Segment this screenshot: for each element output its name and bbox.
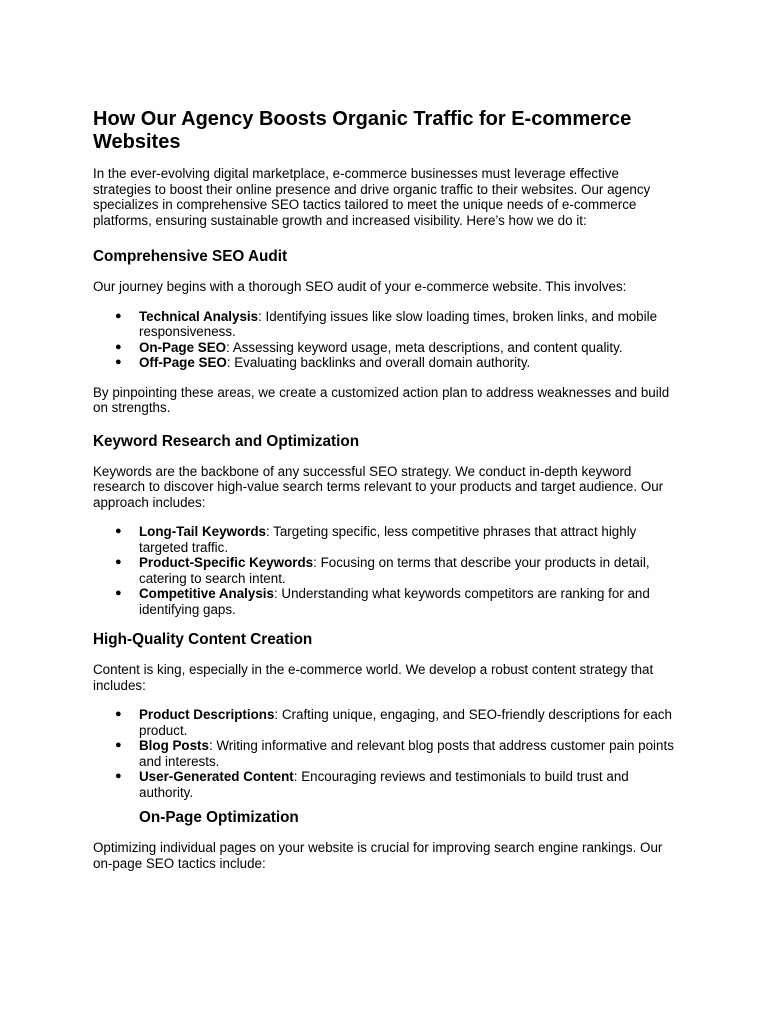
list-item <box>115 769 676 800</box>
bullet-icon: ● <box>115 708 122 720</box>
list-item <box>115 707 676 738</box>
section-heading-on-page-optimization: On-Page Optimization <box>139 809 299 826</box>
list-item-text: : Encouraging reviews and testimonials to build trust and authority. <box>139 769 629 800</box>
list-item <box>115 555 676 586</box>
list-item <box>115 339 676 356</box>
list-item-text: : Targeting specific, less competitive phrases that attract highly targeted traffic. <box>139 524 637 555</box>
bullet-icon: ● <box>115 525 122 537</box>
list-item <box>115 524 676 555</box>
page-title: How Our Agency Boosts Organic Traffic for E-commerce Websites <box>93 108 632 153</box>
section-lead-seo-audit: Our journey begins with a thorough SEO audit of your e-commerce website. This involves: <box>93 279 627 294</box>
list-item-text: : Evaluating backlinks and overall domain authority. <box>226 355 531 370</box>
section-lead-content-creation: Content is king, especially in the e-commerce world. We develop a robust content strategy that includes: <box>93 662 654 693</box>
bullet-list-content-creation <box>93 707 676 800</box>
list-item-text: : Writing informative and relevant blog posts that address customer pain points and interests. <box>139 738 674 769</box>
bullet-icon: ● <box>115 309 122 322</box>
list-item-text: : Identifying issues like slow loading times, broken links, and mobile responsiveness. <box>139 308 658 339</box>
section-summary-seo-audit: By pinpointing these areas, we create a customized action plan to address weaknesses and build on strengths. <box>93 384 670 415</box>
list-item-term: Off-Page SEO <box>139 355 227 370</box>
list-item-term: User-Generated Content <box>139 769 294 784</box>
list-item-term: Product-Specific Keywords <box>139 555 314 570</box>
bullet-icon: ● <box>115 587 122 599</box>
list-item <box>115 355 676 371</box>
section-heading-content-creation: High-Quality Content Creation <box>93 631 313 648</box>
bullet-list-seo-audit <box>93 309 676 371</box>
list-item-text: : Focusing on terms that describe your products in detail, catering to search intent. <box>139 555 650 586</box>
section-heading-seo-audit: Comprehensive SEO Audit <box>93 248 288 265</box>
list-item-term: Long-Tail Keywords <box>139 524 266 539</box>
bullet-icon: ● <box>115 770 122 782</box>
list-item <box>115 738 676 769</box>
list-item-term: Technical Analysis <box>139 308 259 324</box>
list-item-text: : Understanding what keywords competitors are ranking for and identifying gaps. <box>139 586 650 617</box>
list-item <box>115 308 676 340</box>
list-item-term: Competitive Analysis <box>139 586 274 601</box>
list-item-term: Blog Posts <box>139 738 209 753</box>
list-item <box>115 586 676 617</box>
section-lead-keyword-research: Keywords are the backbone of any successful SEO strategy. We conduct in-depth keyword research to discover high-value search terms relevant to your products and target audience. Our approach includes: <box>93 463 664 510</box>
list-item-text: : Assessing keyword usage, meta descriptions, and content quality. <box>226 339 623 355</box>
bullet-icon: ● <box>115 340 122 353</box>
list-item-term: Product Descriptions <box>139 707 275 722</box>
bullet-icon: ● <box>115 356 122 368</box>
bullet-icon: ● <box>115 739 122 751</box>
section-heading-keyword-research: Keyword Research and Optimization <box>93 432 360 450</box>
bullet-list-keyword-research <box>93 524 676 617</box>
list-item-text: : Crafting unique, engaging, and SEO-friendly descriptions for each product. <box>139 707 672 738</box>
section-lead-on-page-optimization: Optimizing individual pages on your website is crucial for improving search engine rankings. Our on-page SEO tactics include: <box>93 840 663 871</box>
bullet-icon: ● <box>115 556 122 568</box>
intro-paragraph: In the ever-evolving digital marketplace, e-commerce businesses must leverage effective strategies to boost their online presence and drive organic traffic to their websites. Our agency specializes in comprehensive SEO tactics tailored to meet the unique needs of e-commerce platforms, ensuring sustainable growth and increased visibility. Here’s how we do it: <box>93 166 651 228</box>
list-item-term: On-Page SEO <box>139 339 227 355</box>
